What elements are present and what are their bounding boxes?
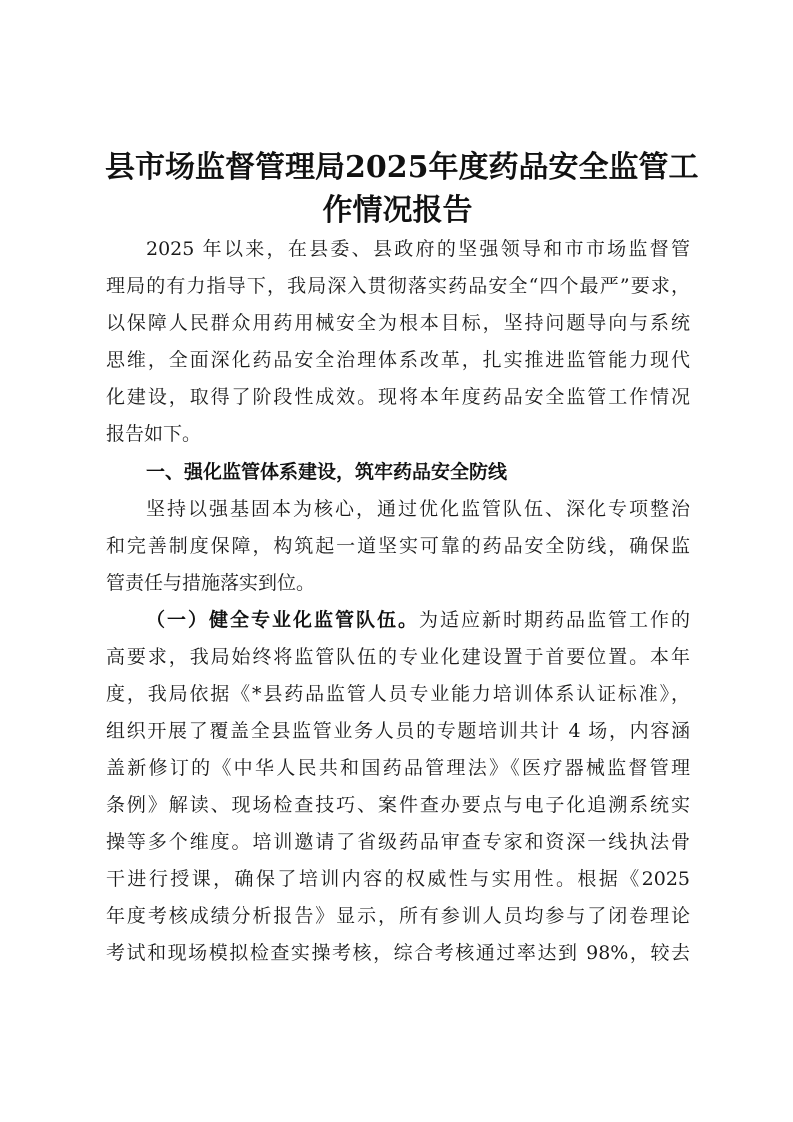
subsection-body-line: 高要求，我局始终将监管队伍的专业化建设置于首要位置。本年 bbox=[106, 646, 690, 668]
section-body-line: 和完善制度保障，构筑起一道坚实可靠的药品安全防线，确保监 bbox=[106, 535, 690, 557]
document-title-line-1: 县市场监督管理局2025年度药品安全监管工 bbox=[105, 150, 699, 185]
subsection-body-line: 年度考核成绩分析报告》显示，所有参训人员均参与了闭卷理论 bbox=[106, 905, 690, 927]
subsection-first-line-rest: 为适应新时期药品监管工作的 bbox=[419, 609, 690, 631]
subsection-body-line: 度，我局依据《*县药品监管人员专业能力培训体系认证标准》， bbox=[106, 683, 690, 705]
intro-line: 2025 年以来，在县委、县政府的坚强领导和市市场监督管 bbox=[146, 238, 690, 260]
subsection-body-line: 操等多个维度。培训邀请了省级药品审查专家和资深一线执法骨 bbox=[106, 831, 690, 853]
subsection-body-line: 条例》解读、现场检查技巧、案件查办要点与电子化追溯系统实 bbox=[106, 794, 690, 816]
intro-line: 以保障人民群众用药用械安全为根本目标，坚持问题导向与系统 bbox=[106, 312, 690, 334]
section-body-line: 管责任与措施落实到位。 bbox=[106, 572, 316, 594]
subsection-body-line: 干进行授课，确保了培训内容的权威性与实用性。根据《2025 bbox=[106, 868, 690, 890]
subsection-first-line bbox=[146, 608, 690, 632]
intro-line: 报告如下。 bbox=[106, 423, 202, 445]
section-heading: 一、强化监管体系建设，筑牢药品安全防线 bbox=[146, 461, 508, 483]
subsection-body-line: 考试和现场模拟检查实操考核，综合考核通过率达到 98%，较去 bbox=[106, 942, 690, 964]
subsection-body-line: 组织开展了覆盖全县监管业务人员的专题培训共计 4 场，内容涵 bbox=[106, 720, 690, 742]
document-title-line-2: 作情况报告 bbox=[322, 193, 473, 228]
section-body-line: 坚持以强基固本为核心，通过优化监管队伍、深化专项整治 bbox=[146, 498, 690, 520]
subsection-heading: （一）健全专业化监管队伍。 bbox=[146, 609, 419, 631]
subsection-body-line: 盖新修订的《中华人民共和国药品管理法》《医疗器械监督管理 bbox=[106, 757, 690, 779]
intro-line: 化建设，取得了阶段性成效。现将本年度药品安全监管工作情况 bbox=[106, 386, 690, 408]
intro-line: 思维，全面深化药品安全治理体系改革，扎实推进监管能力现代 bbox=[106, 349, 690, 371]
intro-line: 理局的有力指导下，我局深入贯彻落实药品安全“四个最严”要求， bbox=[106, 275, 690, 297]
